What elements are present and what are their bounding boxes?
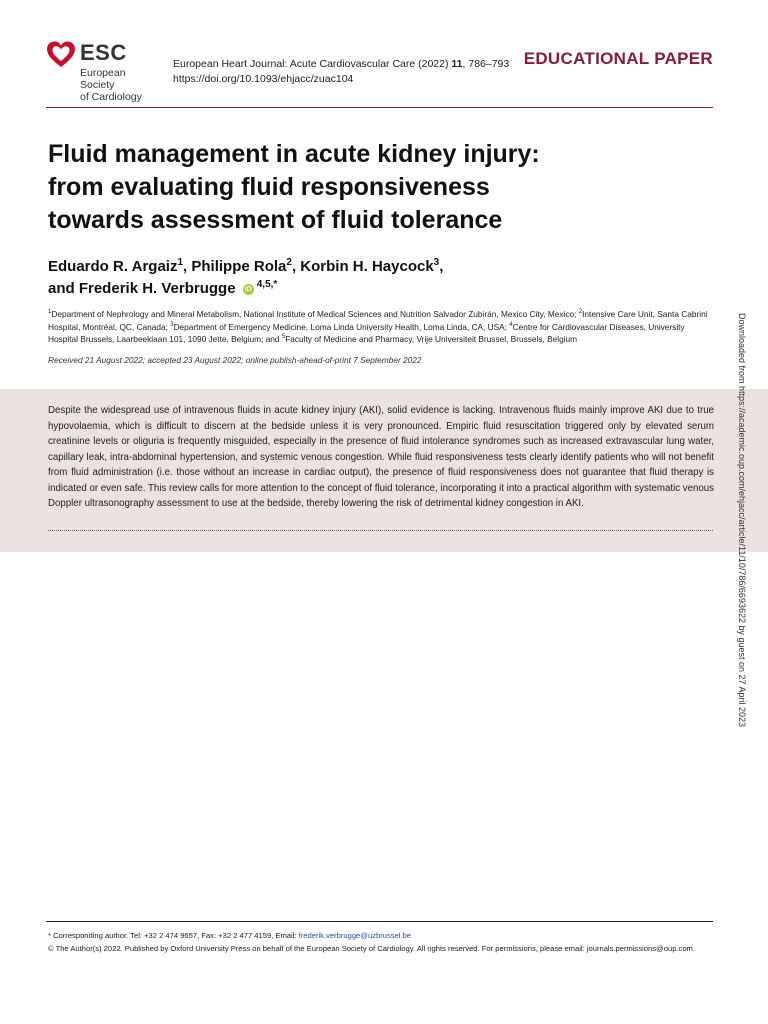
email-link[interactable]: frederik.verbrugge@uzbrussel.be xyxy=(298,931,412,940)
author-list xyxy=(48,256,688,300)
affil-text: Department of Emergency Medicine, Loma Linda University Health, Loma Linda, CA, USA; xyxy=(173,321,510,332)
article-title xyxy=(48,138,688,237)
affil-sup: 2 xyxy=(578,309,583,316)
author-name: Frederik H. Verbrugge xyxy=(78,280,236,297)
author-line-2 xyxy=(48,278,688,300)
journal-citation xyxy=(173,57,509,72)
paper-type-label: EDUCATIONAL PAPER xyxy=(523,49,713,68)
title-line-3: towards assessment of fluid tolerance xyxy=(48,206,503,234)
journal-pages: , 786–793 xyxy=(462,58,510,70)
esc-logo xyxy=(46,40,156,103)
corresponding-text: * Corresponding author. Tel: +32 2 474 9657, Fax: +32 2 477 4159, Email: xyxy=(48,931,299,940)
author-separator: , xyxy=(291,258,297,275)
journal-name: European Heart Journal: Acute Cardiovascular Care (2022) xyxy=(173,58,449,70)
logo-subtitle-line1: European Society xyxy=(80,67,126,91)
orcid-icon[interactable]: iD xyxy=(244,285,252,293)
author-separator: , xyxy=(183,258,188,275)
affil-text: Department of Nephrology and Mineral Metabolism, National Institute of Medical Sciences and Nutrition Salvador Zubirán, Mexico City, Mexico; xyxy=(51,309,579,319)
affil-text: Faculty of Medicine and Pharmacy, Vrije Universiteit Brussel, Brussels, Belgium xyxy=(285,334,578,344)
corresponding-author xyxy=(48,931,411,940)
journal-info xyxy=(173,57,509,87)
affiliations xyxy=(48,308,712,346)
affil-sup: 4 xyxy=(509,321,513,328)
author-separator: and xyxy=(48,280,75,297)
journal-volume: 11 xyxy=(451,58,463,70)
logo-text: ESC xyxy=(80,40,127,65)
author-separator: , xyxy=(439,258,444,275)
abstract-text: Despite the widespread use of intravenous fluids in acute kidney injury (AKI), solid evidence is lacking. Intravenous fluids mainly improve AKI due to true hypovolaemia, which is difficult to discern at the bedside unless it is very pronounced. Empiric fluid resuscitation triggered only by elevated serum creatinine levels or oliguria is frequently misguided, especially in the presence of fluid intolerance syndromes such as increased extravascular lung water, capillary leak, intra-abdominal hypertension, and systemic venous congestion. While fluid responsiveness tests clearly identify patients who will not benefit from fluid administration (i.e. those without an increase in cardiac output), the presence of fluid responsiveness does not guarantee that fluid therapy is indicated or even safe. This review calls for more attention to the concept of fluid tolerance, incorporating it into a practical algorithm with systematic venous Doppler ultrasonography assessment to use at the bedside, thereby lowering the risk of detrimental kidney congestion in AKI. xyxy=(48,405,714,509)
title-line-2: from evaluating fluid responsiveness xyxy=(48,173,490,201)
heart-logo-icon xyxy=(46,40,76,70)
title-line-1: Fluid management in acute kidney injury: xyxy=(48,140,540,168)
copyright-notice: © The Author(s) 2022. Published by Oxford University Press on behalf of the European Society of Cardiology. All rights reserved. For permissions, please email: journals.permissions@oup.com. xyxy=(48,944,695,953)
download-note-text: Downloaded from https://academic.oup.com/ehjacc/article/11/10/786/6693622 by guest on 27 April 2023 xyxy=(737,312,747,728)
author-line-1 xyxy=(48,256,688,278)
author-name: Eduardo R. Argaiz xyxy=(48,258,178,275)
author-affil-sup: 2 xyxy=(286,257,292,268)
logo-subtitle-line2: of Cardiology xyxy=(80,91,142,103)
author-affil-sup: 4,5,* xyxy=(256,279,278,290)
affil-sup: 3 xyxy=(170,321,174,328)
doi-link[interactable]: https://doi.org/10.1093/ehjacc/zuac104 xyxy=(173,73,354,85)
affil-text: Centre for Cardiovascular Diseases, University Hospital Brussels, Laarbeeklaan 101, 1090 Jette, Belgium; and xyxy=(48,321,685,344)
affil-sup: 1 xyxy=(48,309,52,316)
abstract-divider xyxy=(48,530,713,531)
author-name: Philippe Rola xyxy=(191,258,287,275)
author-affil-sup: 3 xyxy=(433,257,440,268)
affil-sup: 5 xyxy=(281,334,286,341)
header-divider xyxy=(46,107,713,108)
affil-text: Intensive Care Unit, Santa Cabrini Hospital, Montréal, QC, Canada; xyxy=(48,309,708,332)
footer-divider xyxy=(46,921,713,922)
author-affil-sup: 1 xyxy=(177,257,184,268)
publication-dates: Received 21 August 2022; accepted 23 August 2022; online publish-ahead-of-print 7 September 2022 xyxy=(48,355,422,365)
logo-subtitle xyxy=(80,67,156,103)
author-name: Korbin H. Haycock xyxy=(300,258,434,275)
